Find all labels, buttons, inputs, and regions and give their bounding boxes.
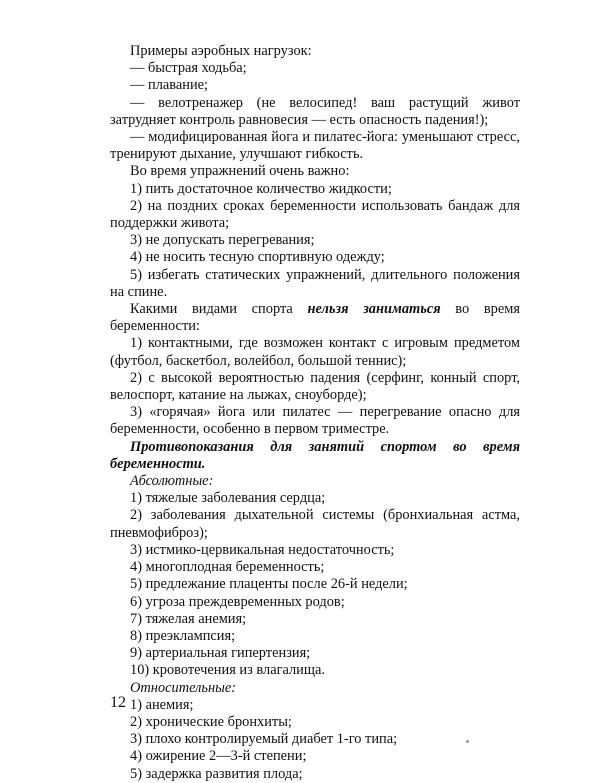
important-item: 3) не допускать перегревания; xyxy=(130,232,315,249)
important-item: 2) на поздних сроках беременности использовать бандаж для поддержки живота; xyxy=(110,197,520,232)
relative-item: 4) ожирение 2—3-й степени; xyxy=(130,748,307,765)
relative-item: 3) плохо контролируемый диабет 1-го типа; xyxy=(130,731,398,748)
important-title: Во время упражнений очень важно: xyxy=(130,163,350,180)
absolute-item: 9) артериальная гипертензия; xyxy=(130,645,311,662)
forbidden-item: 2) с высокой вероятностью падения (серфинг, конный спорт, велоспорт, катание на лыжах, сноуборде); xyxy=(110,369,520,404)
absolute-item: 1) тяжелые заболевания сердца; xyxy=(130,490,326,507)
absolute-item: 8) преэклампсия; xyxy=(130,627,236,644)
page-number: 12 xyxy=(110,694,126,711)
important-item: 1) пить достаточное количество жидкости; xyxy=(130,180,392,197)
forbidden-title xyxy=(110,301,520,335)
aerobic-item: — велотренажер (не велосипед! ваш растущий живот затрудняет контроль равновесия — есть опасность падения!); xyxy=(110,94,520,128)
relative-item: 1) анемия; xyxy=(130,696,194,713)
forbidden-title-emphasis: нельзя заниматься xyxy=(307,301,441,318)
important-item: 5) избегать статических упражнений, длительного положения на спине. xyxy=(110,266,520,300)
absolute-item: 2) заболевания дыхательной системы (бронхиальная астма, пневмофиброз); xyxy=(110,507,520,541)
absolute-item: 3) истмико-цервикальная недостаточность; xyxy=(130,541,395,558)
forbidden-item: 3) «горячая» йога или пилатес — перегревание опасно для беременности, особенно в первом триместре. xyxy=(110,404,520,438)
absolute-item: 4) многоплодная беременность; xyxy=(130,559,325,576)
contraindications-heading: Противопоказания для занятий спортом во время беременности. xyxy=(110,438,520,472)
relative-label: Относительные: xyxy=(130,679,237,696)
relative-item: 2) хронические бронхиты; xyxy=(130,713,292,730)
page-body xyxy=(110,43,520,783)
absolute-item: 7) тяжелая анемия; xyxy=(130,610,247,627)
absolute-label: Абсолютные: xyxy=(130,473,214,490)
aerobic-title: Примеры аэробных нагрузок: xyxy=(130,43,312,59)
aerobic-item: — модифицированная йога и пилатес-йога: уменьшают стресс, тренируют дыхание, улучшают гибкость. xyxy=(110,129,520,163)
forbidden-item: 1) контактными, где возможен контакт с игровым предметом (футбол, баскетбол, волейбол, большой теннис); xyxy=(110,335,520,369)
aerobic-item: — плавание; xyxy=(130,77,209,94)
forbidden-title-end: во время беременности: xyxy=(110,301,520,335)
forbidden-title-start: Какими видами спорта xyxy=(130,301,308,318)
scan-speck xyxy=(466,740,469,743)
important-item: 4) не носить тесную спортивную одежду; xyxy=(130,249,385,266)
absolute-item: 10) кровотечения из влагалища. xyxy=(130,662,325,679)
relative-item: 5) задержка развития плода; xyxy=(130,765,303,782)
absolute-item: 5) предлежание плаценты после 26-й недели; xyxy=(130,576,408,593)
absolute-item: 6) угроза преждевременных родов; xyxy=(130,593,345,610)
aerobic-item: — быстрая ходьба; xyxy=(130,60,247,77)
